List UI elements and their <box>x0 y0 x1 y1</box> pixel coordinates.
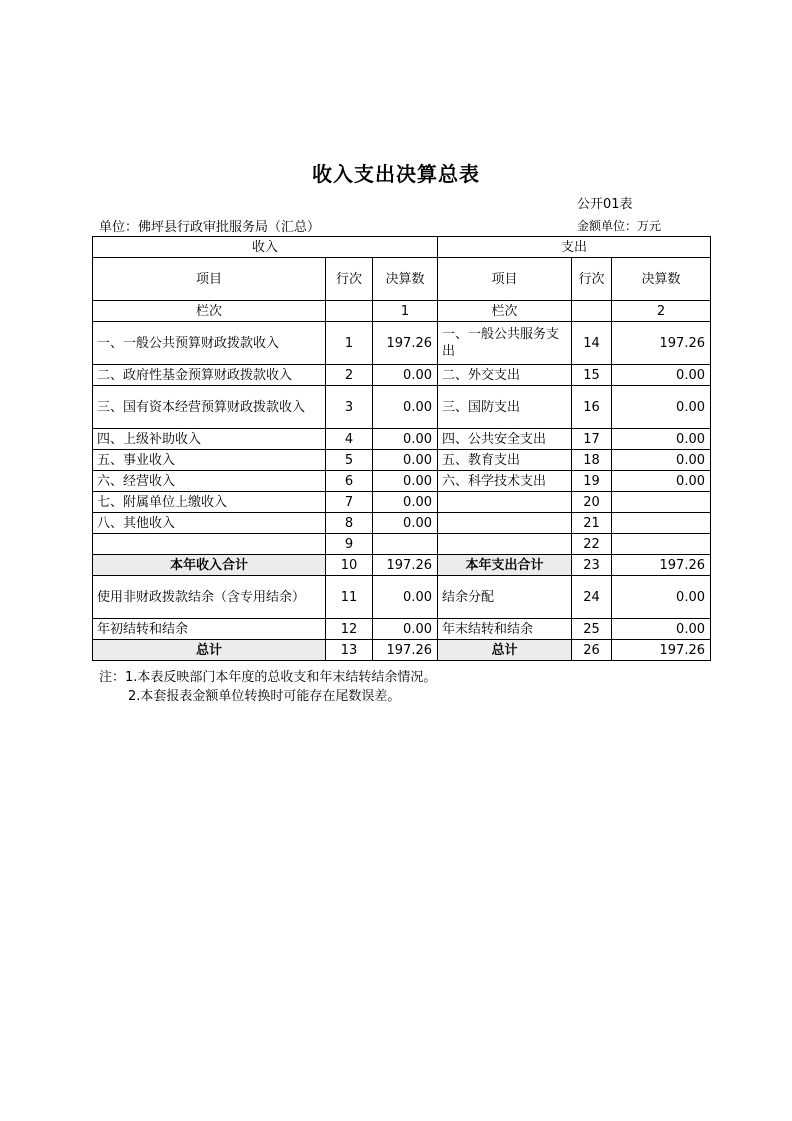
table-row <box>93 322 711 365</box>
income-amount <box>373 534 438 555</box>
table-row <box>93 513 711 534</box>
income-amount: 0.00 <box>373 619 438 640</box>
reporting-unit: 单位：佛坪县行政审批服务局（汇总） <box>99 220 321 235</box>
note-2: 2.本套报表金额单位转换时可能存在尾数误差。 <box>128 689 401 704</box>
expense-year-total-amount: 197.26 <box>612 555 711 576</box>
expense-row-no: 16 <box>572 386 612 429</box>
expense-item <box>438 492 572 513</box>
income-amount: 0.00 <box>373 492 438 513</box>
expense-row-no: 15 <box>572 365 612 386</box>
expense-item-header: 项目 <box>438 258 572 301</box>
expense-amount: 0.00 <box>612 450 711 471</box>
income-amount: 0.00 <box>373 471 438 492</box>
table-row <box>93 386 711 429</box>
income-row-no-header: 行次 <box>326 258 373 301</box>
expense-row-no: 20 <box>572 492 612 513</box>
income-row-no: 11 <box>326 576 373 619</box>
income-row-no: 10 <box>326 555 373 576</box>
amount-unit: 金额单位：万元 <box>577 219 662 233</box>
expense-row-no: 25 <box>572 619 612 640</box>
income-amount: 0.00 <box>373 576 438 619</box>
income-row-no: 13 <box>326 640 373 661</box>
income-section-header: 收入 <box>93 237 438 258</box>
income-amount-header: 决算数 <box>373 258 438 301</box>
expense-item: 三、国防支出 <box>438 386 572 429</box>
income-row-no: 9 <box>326 534 373 555</box>
income-column-number: 1 <box>373 301 438 322</box>
income-year-total-label: 本年收入合计 <box>93 555 326 576</box>
income-grand-total-amount: 197.26 <box>373 640 438 661</box>
expense-item: 四、公共安全支出 <box>438 429 572 450</box>
income-item: 一、一般公共预算财政拨款收入 <box>93 322 326 365</box>
expense-amount: 0.00 <box>612 365 711 386</box>
expense-item <box>438 534 572 555</box>
expense-amount-header: 决算数 <box>612 258 711 301</box>
expense-item <box>438 513 572 534</box>
expense-section-header: 支出 <box>438 237 711 258</box>
expense-amount <box>612 534 711 555</box>
table-row <box>93 365 711 386</box>
income-item: 五、事业收入 <box>93 450 326 471</box>
expense-row-no: 24 <box>572 576 612 619</box>
notes <box>99 668 436 706</box>
expense-row-no: 19 <box>572 471 612 492</box>
income-item <box>93 534 326 555</box>
column-label-blank <box>326 301 373 322</box>
income-amount: 197.26 <box>373 322 438 365</box>
income-row-no: 12 <box>326 619 373 640</box>
expense-item: 五、教育支出 <box>438 450 572 471</box>
table-row <box>93 576 711 619</box>
income-item: 六、经营收入 <box>93 471 326 492</box>
income-item: 四、上级补助收入 <box>93 429 326 450</box>
form-number: 公开01表 <box>577 197 633 212</box>
income-amount: 0.00 <box>373 513 438 534</box>
year-total-row <box>93 555 711 576</box>
table-row <box>93 450 711 471</box>
income-item: 年初结转和结余 <box>93 619 326 640</box>
expense-row-no: 14 <box>572 322 612 365</box>
income-row-no: 5 <box>326 450 373 471</box>
expense-amount: 0.00 <box>612 386 711 429</box>
expense-amount: 0.00 <box>612 619 711 640</box>
expense-amount: 0.00 <box>612 576 711 619</box>
income-row-no: 3 <box>326 386 373 429</box>
expense-amount <box>612 492 711 513</box>
expense-item: 一、一般公共服务支出 <box>438 322 572 365</box>
expense-row-no: 23 <box>572 555 612 576</box>
income-amount: 0.00 <box>373 450 438 471</box>
income-amount: 0.00 <box>373 386 438 429</box>
expense-row-no: 18 <box>572 450 612 471</box>
expense-grand-total-label: 总计 <box>438 640 572 661</box>
income-amount: 0.00 <box>373 365 438 386</box>
income-row-no: 2 <box>326 365 373 386</box>
expense-row-no: 22 <box>572 534 612 555</box>
expense-grand-total-amount: 197.26 <box>612 640 711 661</box>
grand-total-row <box>93 640 711 661</box>
table-row <box>93 619 711 640</box>
expense-year-total-label: 本年支出合计 <box>438 555 572 576</box>
expense-item: 二、外交支出 <box>438 365 572 386</box>
income-item: 使用非财政拨款结余（含专用结余） <box>93 576 326 619</box>
expense-amount <box>612 513 711 534</box>
income-row-no: 1 <box>326 322 373 365</box>
income-item: 七、附属单位上缴收入 <box>93 492 326 513</box>
page-title: 收入支出决算总表 <box>312 162 480 186</box>
column-label: 栏次 <box>438 301 572 322</box>
income-expense-table <box>92 236 711 661</box>
income-row-no: 8 <box>326 513 373 534</box>
expense-amount: 0.00 <box>612 471 711 492</box>
expense-item: 年末结转和结余 <box>438 619 572 640</box>
expense-amount: 0.00 <box>612 429 711 450</box>
income-row-no: 6 <box>326 471 373 492</box>
expense-amount: 197.26 <box>612 322 711 365</box>
expense-row-no-header: 行次 <box>572 258 612 301</box>
income-year-total-amount: 197.26 <box>373 555 438 576</box>
expense-row-no: 26 <box>572 640 612 661</box>
income-item: 八、其他收入 <box>93 513 326 534</box>
expense-row-no: 17 <box>572 429 612 450</box>
expense-item: 结余分配 <box>438 576 572 619</box>
column-label-blank <box>572 301 612 322</box>
income-item: 三、国有资本经营预算财政拨款收入 <box>93 386 326 429</box>
column-label: 栏次 <box>93 301 326 322</box>
expense-item: 六、科学技术支出 <box>438 471 572 492</box>
table-row <box>93 492 711 513</box>
expense-row-no: 21 <box>572 513 612 534</box>
income-item: 二、政府性基金预算财政拨款收入 <box>93 365 326 386</box>
note-1: 注：1.本表反映部门本年度的总收支和年末结转结余情况。 <box>99 670 437 685</box>
income-grand-total-label: 总计 <box>93 640 326 661</box>
table-row <box>93 534 711 555</box>
income-row-no: 4 <box>326 429 373 450</box>
income-amount: 0.00 <box>373 429 438 450</box>
income-row-no: 7 <box>326 492 373 513</box>
table-row <box>93 429 711 450</box>
income-item-header: 项目 <box>93 258 326 301</box>
expense-column-number: 2 <box>612 301 711 322</box>
table-row <box>93 471 711 492</box>
